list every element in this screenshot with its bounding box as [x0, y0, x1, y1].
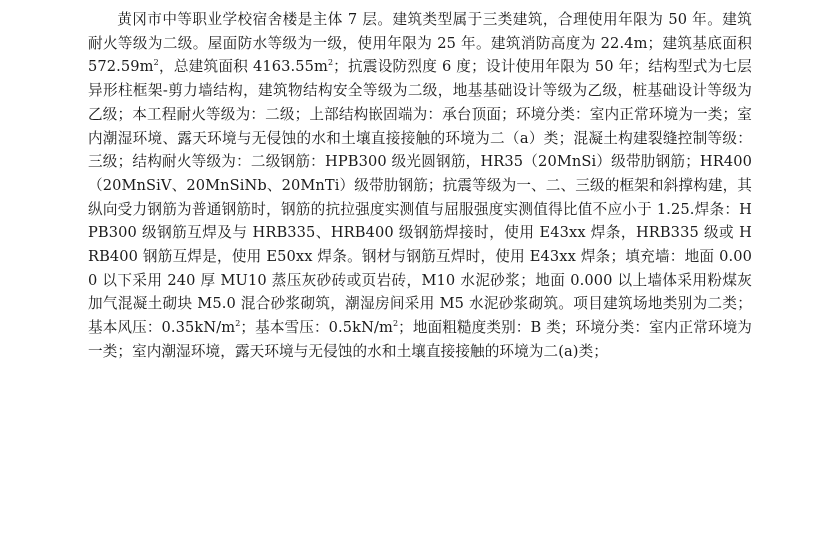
document-page	[88, 8, 752, 364]
text-run: ；抗震设防烈度 6 度；设计使用年限为 50 年；结构型式为七层异形柱框架-剪力墙结构，建筑物结构安全等级为二级，地基基础设计等级为乙级，桩基础设计等级为乙级；本工程耐火等级为：二级；上部结构嵌固端为：承台顶面；环境分类：室内正常环境为一类；室内潮湿环境、露天环境与无侵蚀的水和土壤直接接触的环境为二（a）类；混凝土构建裂缝控制等级：三级；结构耐火等级为：二级钢筋：HPB300 级光圆钢筋，HR35（20MnSi）级带肋钢筋；HR400（20MnSiV、20MnSiNb、20MnTi）级带肋钢筋；抗震等级为一、二、三级的框架和斜撑构建，其纵向受力钢筋为普通钢筋时，钢筋的抗拉强度实测值与屈服强度实测值得比值不应小于 1.25.焊条：HPB300 级钢筋互焊及与 HRB335、HRB400 级钢筋焊接时，使用 E43xx 焊条，HRB335 级或 HRB400 钢筋互焊是，使用 E50xx 焊条。钢材与钢筋互焊时，使用 E43xx 焊条；填充墙：地面 0.000 以下采用 240 厚 MU10 蒸压灰砂砖或页岩砖，M10 水泥砂浆；地面 0.000 以上墙体采用粉煤灰加气混凝土砌块 M5.0 混合砂浆砌筑，潮湿房间采用 M5 水泥砂浆砌筑。项目建筑场地类别为二类；基本风压：0.35kN/m	[88, 58, 752, 337]
text-run: ，总建筑面积 4163.55m	[158, 58, 328, 76]
text-run: ；地面粗糙度类别：B 类；环境分类：室内正常环境为一类；室内潮湿环境，露天环境与无侵蚀的水和土壤直接接触的环境为二(a)类；	[88, 319, 752, 360]
text-run: 黄冈市中等职业学校宿舍楼是主体 7 层。建筑类型属于三类建筑，合理使用年限为 50 年。建筑耐火等级为二级。屋面防水等级为一级，使用年限为 25 年。建筑消防高度为 22.4m；建筑基底面积 572.59m	[88, 11, 752, 76]
superscript: 2	[153, 58, 159, 68]
body-paragraph	[88, 8, 752, 364]
superscript: 2	[235, 319, 241, 329]
superscript: 2	[327, 58, 334, 68]
text-run: ；基本雪压：0.5kN/m	[240, 319, 393, 337]
superscript: 2	[392, 319, 399, 329]
